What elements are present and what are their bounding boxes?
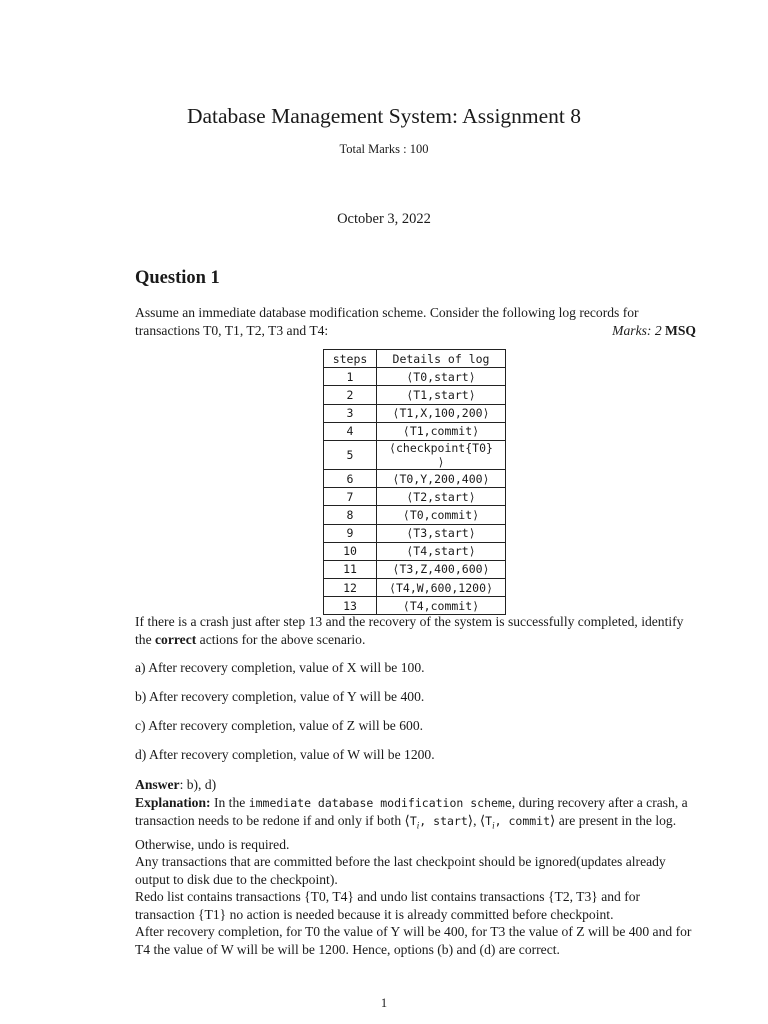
scenario-text (135, 613, 696, 648)
explanation-subscript: i (492, 820, 495, 831)
table-row (324, 422, 506, 440)
table-row (324, 542, 506, 560)
explanation-subscript: i (416, 820, 420, 831)
document-title: Database Management System: Assignment 8 (186, 104, 582, 128)
table-row (324, 488, 506, 506)
explanation-line-2: Any transactions that are committed before the last checkpoint should be ignored(updates already output to disk due to the checkpoint). (135, 854, 666, 887)
explanation-line-3: Redo list contains transactions {T0, T4} and undo list contains transactions {T2, T3} and for transaction {T1} no action is needed because it is already committed before checkpoint. (135, 889, 641, 922)
step-cell: 13 (324, 597, 377, 615)
explanation-code: T (409, 814, 417, 829)
table-row (324, 440, 506, 469)
table-row (324, 579, 506, 597)
marks-label: Marks: 2 (612, 322, 662, 338)
step-cell: 6 (324, 469, 377, 487)
explanation-paragraph (135, 794, 696, 854)
log-cell: ⟨T1,X,100,200⟩ (377, 404, 506, 422)
explanation-code: , start (419, 814, 468, 829)
option-a: a) After recovery completion, value of X will be 100. (135, 660, 425, 675)
answer-label: Answer (135, 777, 180, 792)
step-cell: 4 (324, 422, 377, 440)
explanation-label: Explanation: (135, 794, 211, 810)
explanation-text: In the (210, 794, 249, 810)
intro-line-2 (135, 322, 696, 340)
page-number: 1 (380, 996, 388, 1010)
question-intro (135, 304, 696, 339)
step-cell: 2 (324, 386, 377, 404)
scenario-emphasis: correct (155, 631, 197, 647)
option-b: b) After recovery completion, value of Y will be 400. (135, 689, 425, 704)
answer-value: : b), d) (179, 777, 217, 792)
document-date: October 3, 2022 (337, 211, 431, 227)
intro-line-2-text: transactions T0, T1, T2, T3 and T4: (135, 322, 329, 338)
step-cell: 1 (324, 368, 377, 386)
table-header-row (324, 350, 506, 368)
question-type: MSQ (665, 322, 696, 338)
log-cell: ⟨T1,start⟩ (377, 386, 506, 404)
step-cell: 7 (324, 488, 377, 506)
option-d: d) After recovery completion, value of W will be 1200. (135, 747, 435, 762)
intro-line-1: Assume an immediate database modification scheme. Consider the following log records for (135, 305, 639, 320)
explanation-code: , commit (494, 814, 551, 829)
total-marks: Total Marks : 100 (339, 142, 429, 156)
log-cell: ⟨T3,start⟩ (377, 524, 506, 542)
step-cell: 12 (324, 579, 377, 597)
step-cell: 3 (324, 404, 377, 422)
step-cell: 9 (324, 524, 377, 542)
log-cell: ⟨T4,start⟩ (377, 542, 506, 560)
log-cell: ⟨T4,commit⟩ (377, 597, 506, 615)
log-cell: ⟨T0,Y,200,400⟩ (377, 469, 506, 487)
scenario-part-2: actions for the above scenario. (196, 631, 366, 647)
column-header-steps: steps (324, 350, 377, 368)
scenario-part-1: If there is a crash just after step 13 and the recovery of the system is successfully completed, identify the (135, 614, 684, 647)
answer-section (135, 776, 696, 959)
explanation-code: immediate database modification scheme (248, 795, 512, 810)
log-cell: ⟨T2,start⟩ (377, 488, 506, 506)
question-heading: Question 1 (135, 268, 220, 288)
explanation-text: ⟩, ⟨ (467, 813, 486, 829)
option-c: c) After recovery completion, value of Z will be 600. (135, 718, 424, 733)
question-marks (612, 322, 696, 340)
step-cell: 8 (324, 506, 377, 524)
log-cell: ⟨T4,W,600,1200⟩ (377, 579, 506, 597)
answer-line (135, 776, 696, 794)
explanation-text: , during recovery after a crash, a transaction needs to be redone if and only if both ⟨ (135, 794, 688, 829)
log-cell: ⟨T1,commit⟩ (377, 422, 506, 440)
log-cell: ⟨checkpoint{T0} ⟩ (377, 440, 506, 469)
log-table (323, 349, 506, 615)
table-row (324, 469, 506, 487)
log-cell: ⟨T3,Z,400,600⟩ (377, 560, 506, 578)
step-cell: 5 (324, 440, 377, 469)
explanation-code: T (485, 814, 493, 829)
table-row (324, 404, 506, 422)
step-cell: 10 (324, 542, 377, 560)
explanation-line-4: After recovery completion, for T0 the value of Y will be 400, for T3 the value of Z will be 400 and for T4 the value of W will be will be 1200. Hence, options (b) and (d) are correct. (135, 924, 692, 958)
log-cell: ⟨T0,commit⟩ (377, 506, 506, 524)
table-row (324, 524, 506, 542)
table-row (324, 386, 506, 404)
step-cell: 11 (324, 560, 377, 578)
table-row (324, 506, 506, 524)
column-header-details: Details of log (377, 350, 506, 368)
log-cell: ⟨T0,start⟩ (377, 368, 506, 386)
table-row (324, 560, 506, 578)
explanation-text: ⟩ are present in the log. Otherwise, undo is required. (135, 813, 677, 852)
table-row (324, 368, 506, 386)
